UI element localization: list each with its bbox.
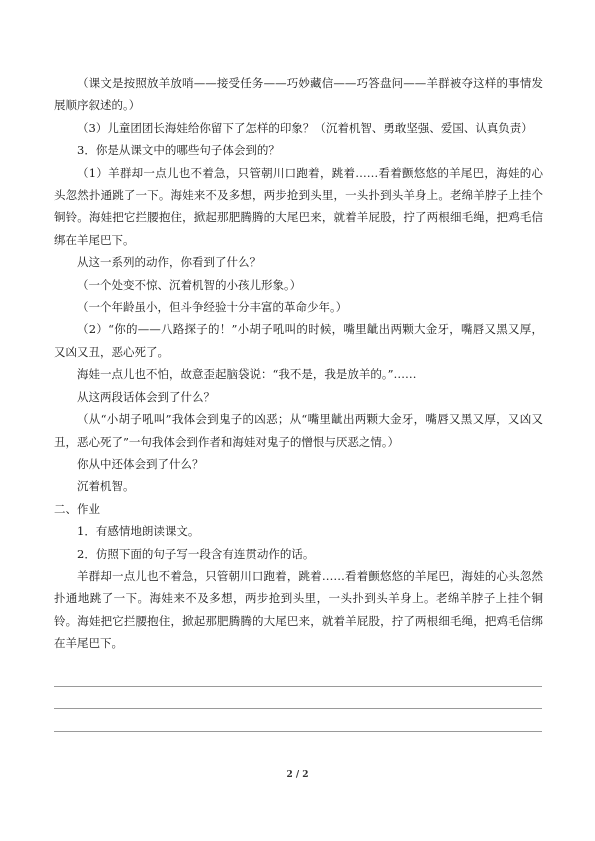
homework-item-2: 2．仿照下面的句子写一段含有连贯动作的话。 [77, 546, 315, 561]
page-number: 2 / 2 [286, 770, 309, 780]
question-further: 你从中还体会到了什么？ [77, 456, 204, 471]
homework-model-passage: 羊群却一点儿也不着急，只管朝川口跑着，跳着……看着颤悠悠的羊尾巴，海娃的心头忽然扑通地跳了一下。海娃来不及多想，两步抢到头里，一头扑到头羊身上。老绵羊脖子上挂个铜铃。海娃把它拦腰抱住，掀起那肥腾腾的大尾巴来，就着羊屁股，拧了两根细毛绳，把鸡毛信绑在羊尾巴下。 [54, 568, 543, 651]
answer-further: 沉着机智。 [77, 479, 135, 494]
quote-passage-3: 海娃一点儿也不怕，故意歪起脑袋说：“我不是，我是放羊的。”…… [77, 367, 417, 382]
homework-item-1: 1．有感情地朗读课文。 [77, 524, 200, 539]
quote-passage-2: （2）“你的——八路探子的！”小胡子吼叫的时候，嘴里龇出两颗大金牙，嘴唇又黑又厚，又凶又丑，恶心死了。 [54, 322, 543, 359]
answer-line[interactable] [54, 708, 542, 709]
answer-actions-2: （一个年龄虽小，但斗争经验十分丰富的革命少年。） [77, 300, 348, 315]
answer-two-passages: （从“小胡子吼叫”我体会到鬼子的凶恶；从“嘴里龇出两颗大金牙，嘴唇又黑又厚，又凶又丑，恶心死了”一句我体会到作者和海娃对鬼子的憎恨与厌恶之情。） [54, 412, 543, 449]
section-homework-heading: 二、作业 [54, 501, 100, 516]
sequence-explanation: （课文是按照放羊放哨——接受任务——巧妙藏信——巧答盘问——羊群被夺这样的事情发展顺序叙述的。） [54, 76, 543, 113]
question-two-passages: 从这两段话体会到了什么？ [77, 389, 215, 404]
document-body [54, 72, 543, 655]
answer-line[interactable] [54, 686, 542, 687]
question-3-heading: 3．你是从课文中的哪些句子体会到的？ [77, 143, 280, 158]
question-actions: 从这一系列的动作，你看到了什么？ [77, 255, 261, 270]
answer-line[interactable] [54, 731, 542, 732]
question-impression: （3）儿童团团长海娃给你留下了怎样的印象？（沉着机智、勇敢坚强、爱国、认真负责） [77, 120, 533, 135]
answer-actions-1: （一个处变不惊、沉着机智的小孩儿形象。） [77, 277, 302, 292]
quote-passage-1: （1）羊群却一点儿也不着急，只管朝川口跑着，跳着……看着颤悠悠的羊尾巴，海娃的心头忽然扑通跳了一下。海娃来不及多想，两步抢到头里，一头扑到头羊身上。老绵羊脖子上挂个铜铃。海娃把它拦腰抱住，掀起那肥腾腾的大尾巴来，就着羊屁股，拧了两根细毛绳，把鸡毛信绑在羊尾巴下。 [54, 165, 543, 247]
